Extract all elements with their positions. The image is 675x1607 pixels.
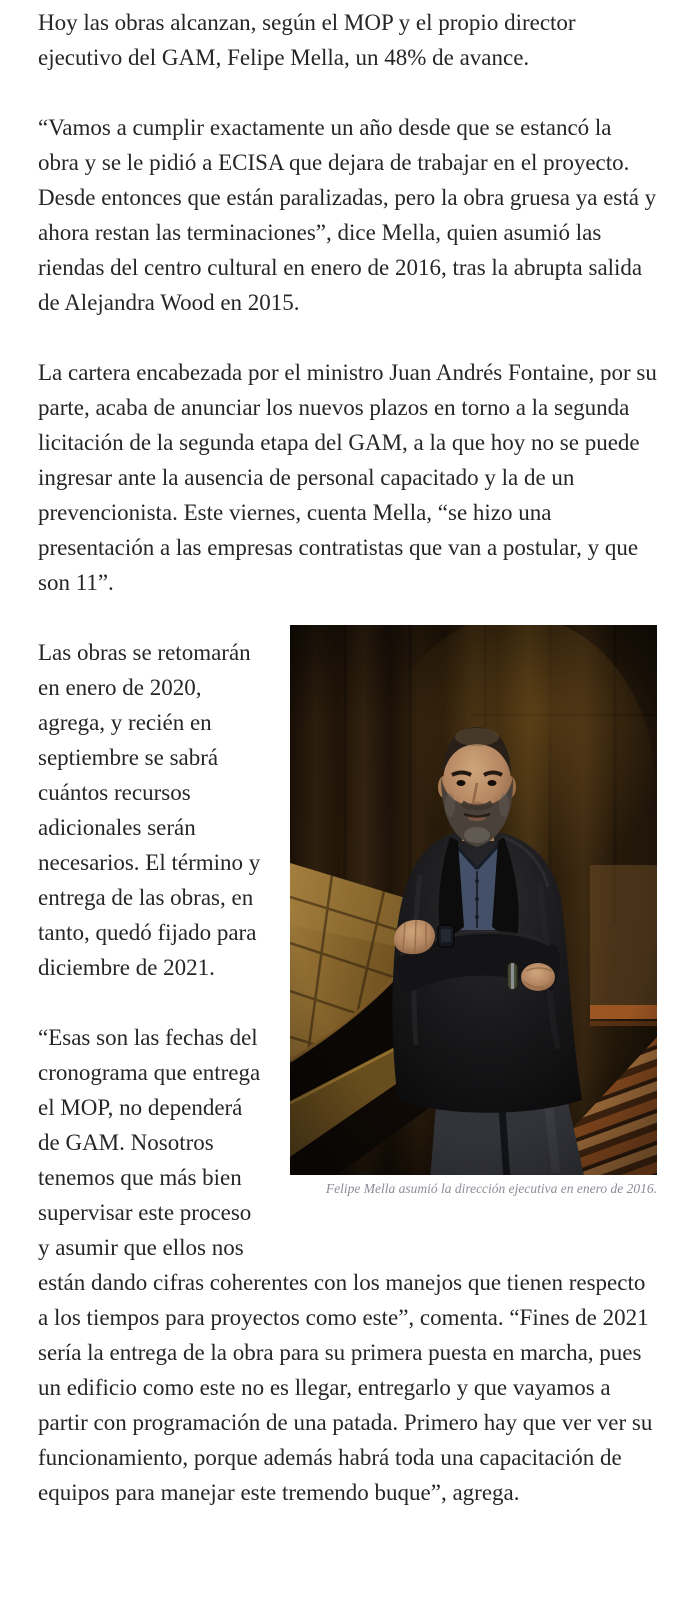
felipe-mella-figure (290, 625, 657, 1199)
article-paragraph-5: “Esas son las fechas del cronograma que entrega el MOP, no dependerá de GAM. Nosotros tenemos que más bien supervisar este proceso y asumir que ellos nos están dando cifras coherentes con los manejos que tienen respecto a los tiempos para proyectos como este”, comenta. “Fines de 2021 sería la entrega de la obra para su primera puesta en marcha, pues un edificio como este no es llegar, entregarlo y que vayamos a partir con programación de una patada. Primero hay que ver ver su funcionamiento, porque además habrá toda una capacitación de equipos para manejar este tremendo buque”, agrega. (38, 1025, 653, 1505)
article-paragraph-3: La cartera encabezada por el ministro Juan Andrés Fontaine, por su parte, acaba de anunciar los nuevos plazos en torno a la segunda licitación de la segunda etapa del GAM, a la que hoy no se puede ingresar ante la ausencia de personal capacitado y la de un prevencionista. Este viernes, cuenta Mella, “se hizo una presentación a las empresas contratistas que van a postular, y que son 11”. (38, 360, 657, 595)
article-paragraph-4: Las obras se retomarán en enero de 2020, agrega, y recién en septiembre se sabrá cuántos recursos adicionales serán necesarios. El término y entrega de las obras, en tanto, quedó fijado para diciembre de 2021. (38, 640, 261, 980)
felipe-mella-photo (290, 625, 657, 1175)
photo-caption: Felipe Mella asumió la dirección ejecutiva en enero de 2016. (325, 1181, 657, 1196)
photo-vignette (290, 625, 657, 1175)
article-paragraph-1: Hoy las obras alcanzan, según el MOP y el propio director ejecutivo del GAM, Felipe Mella, un 48% de avance. (38, 10, 576, 70)
article-paragraph-2: “Vamos a cumplir exactamente un año desde que se estancó la obra y se le pidió a ECISA que dejara de trabajar en el proyecto. Desde entonces que están paralizadas, pero la obra gruesa ya está y ahora restan las terminaciones”, dice Mella, quien asumió las riendas del centro cultural en enero de 2016, tras la abrupta salida de Alejandra Wood en 2015. (38, 115, 657, 315)
